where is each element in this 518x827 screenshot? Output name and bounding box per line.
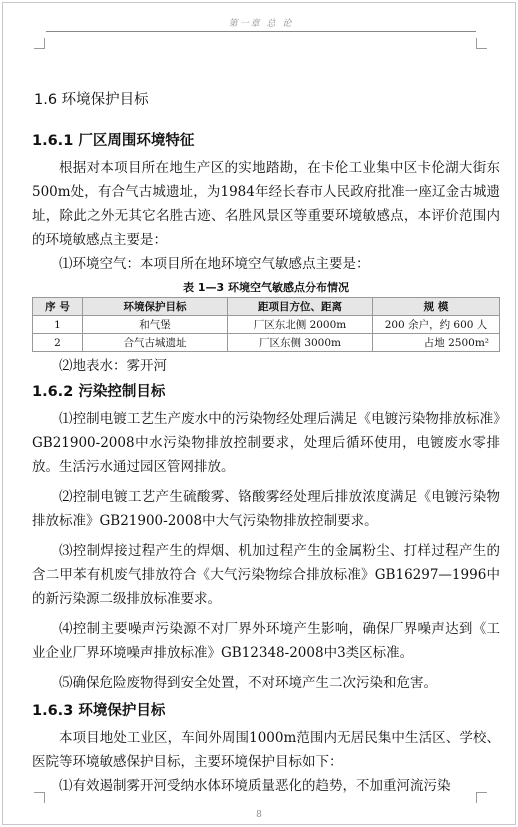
- paragraph: ⑷控制主要噪声污染源不对厂界外环境产生影响，确保厂界噪声达到《工业企业厂界环境噪声排放标准》GB12348-2008中3类区标准。: [32, 621, 500, 661]
- page-number: 8: [256, 810, 262, 820]
- section-title: 1.6 环境保护目标: [34, 92, 149, 108]
- table-cell: 占地 2500m²: [373, 334, 500, 352]
- table-cell: 和气堡: [83, 316, 228, 334]
- running-header: 第一章 总 论: [228, 19, 294, 29]
- column-header: 序 号: [33, 298, 83, 316]
- page-content: [32, 88, 500, 798]
- paragraph: ⑴控制电镀工艺生产废水中的污染物经处理后满足《电镀污染物排放标准》GB21900-2008中水污染物排放控制要求，处理后循环使用，电镀废水零排放。生活污水通过园区管网排放。: [32, 411, 500, 475]
- table-caption: 表 1—3 环境空气敏感点分布情况: [183, 281, 349, 294]
- sensitive-points-table: [32, 297, 500, 352]
- table-cell: 200 余户，约 600 人: [373, 316, 500, 334]
- table-cell: 厂区东北侧 2000m: [228, 316, 373, 334]
- table-cell: 厂区东侧 3000m: [228, 334, 373, 352]
- paragraph: 本项目地处工业区，车间外周围1000m范围内无居民集中生活区、学校、医院等环境敏感保护目标，主要环境保护目标如下：: [32, 730, 500, 770]
- paragraph: ⑴环境空气：本项目所在地环境空气敏感点主要是：: [59, 256, 370, 272]
- paragraph: ⑴有效遏制雾开河受纳水体环境质量恶化的趋势，不加重河流污染: [59, 778, 451, 794]
- table-cell: 合气古城遗址: [83, 334, 228, 352]
- table-header-row: [33, 298, 500, 316]
- paragraph: 根据对本项目所在地生产区的实地踏勘，在卡伦工业集中区卡伦湖大街东500m处，有合气古城遗址，为1984年经长春市人民政府批准一座辽金古城遗址，除此之外无其它名胜古迹、名胜风景区等重要环境敏感点，本评价范围内的环境敏感点主要是：: [32, 160, 500, 248]
- header-rule: [46, 31, 476, 32]
- paragraph: ⑸确保危险废物得到安全处置，不对环境产生二次污染和危害。: [59, 675, 437, 691]
- paragraph: ⑵控制电镀工艺产生硫酸雾、铬酸雾经处理后排放浓度满足《电镀污染物排放标准》GB21900-2008中大气污染物排放控制要求。: [32, 489, 500, 529]
- table-cell: 1: [33, 316, 83, 334]
- subsection-heading-1-6-2: 1.6.2 污染控制目标: [32, 384, 166, 400]
- subsection-heading-1-6-1: 1.6.1 厂区周围环境特征: [32, 133, 195, 149]
- subsection-heading-1-6-3: 1.6.3 环境保护目标: [32, 703, 166, 719]
- column-header: 环境保护目标: [83, 298, 228, 316]
- table-row: [33, 334, 500, 352]
- column-header: 规 模: [373, 298, 500, 316]
- paragraph: ⑶控制焊接过程产生的焊烟、机加过程产生的金属粉尘、打样过程产生的含二甲苯有机废气排放符合《大气污染物综合排放标准》GB16297—1996中的新污染源二级排放标准要求。: [32, 543, 500, 607]
- column-header: 距项目方位、距离: [228, 298, 373, 316]
- crop-mark-top-right: [476, 38, 487, 49]
- crop-mark-top-left: [34, 38, 45, 49]
- table-row: [33, 316, 500, 334]
- table-cell: 2: [33, 334, 83, 352]
- paragraph: ⑵地表水：雾开河: [59, 358, 167, 374]
